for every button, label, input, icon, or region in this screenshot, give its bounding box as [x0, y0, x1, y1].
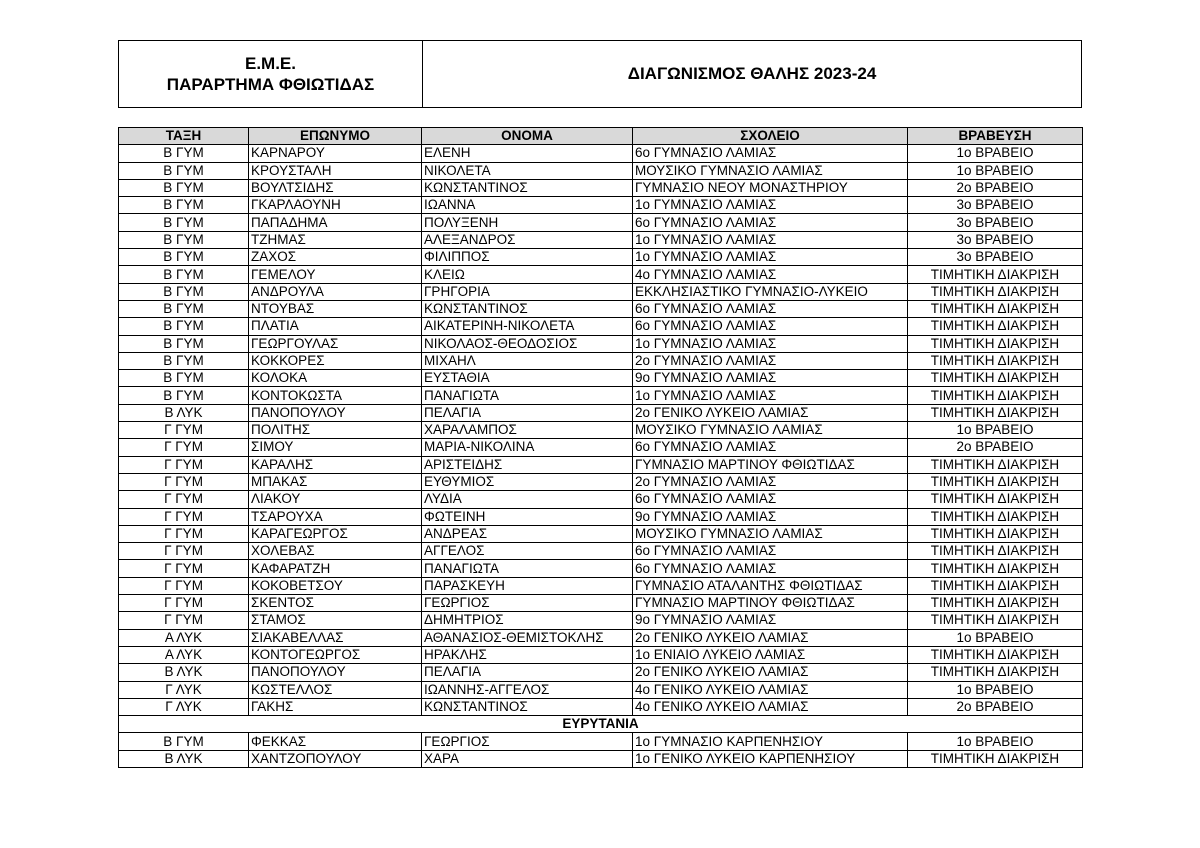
class-cell: Β ΓΥΜ	[119, 335, 249, 352]
name-cell: ΕΥΣΤΑΘΙΑ	[422, 370, 633, 387]
table-row	[119, 145, 1083, 162]
surname-cell: ΓΑΚΗΣ	[249, 698, 422, 715]
surname-cell: ΧΑΝΤΖΟΠΟΥΛΟΥ	[249, 750, 422, 767]
class-cell: Γ ΓΥΜ	[119, 560, 249, 577]
school-cell: ΕΚΚΛΗΣΙΑΣΤΙΚΟ ΓΥΜΝΑΣΙΟ-ΛΥΚΕΙΟ	[633, 283, 908, 300]
class-cell: Γ ΛΥΚ	[119, 681, 249, 698]
school-cell: 6ο ΓΥΜΝΑΣΙΟ ΛΑΜΙΑΣ	[633, 318, 908, 335]
surname-cell: ΛΙΑΚΟΥ	[249, 491, 422, 508]
name-cell: ΦΩΤΕΙΝΗ	[422, 508, 633, 525]
school-cell: ΜΟΥΣΙΚΟ ΓΥΜΝΑΣΙΟ ΛΑΜΙΑΣ	[633, 422, 908, 439]
surname-cell: ΚΑΡΑΓΕΩΡΓΟΣ	[249, 525, 422, 542]
table-row	[119, 681, 1083, 698]
name-cell: ΠΑΝΑΓΙΩΤΑ	[422, 387, 633, 404]
class-cell: Β ΓΥΜ	[119, 162, 249, 179]
table-row	[119, 197, 1083, 214]
name-cell: ΚΩΝΣΤΑΝΤΙΝΟΣ	[422, 698, 633, 715]
name-cell: ΙΩΑΝΝΑ	[422, 197, 633, 214]
column-header-school: ΣΧΟΛΕΙΟ	[633, 128, 908, 145]
award-cell: ΤΙΜΗΤΙΚΗ ΔΙΑΚΡΙΣΗ	[908, 525, 1083, 542]
award-cell: ΤΙΜΗΤΙΚΗ ΔΙΑΚΡΙΣΗ	[908, 456, 1083, 473]
school-cell: 2ο ΓΕΝΙΚΟ ΛΥΚΕΙΟ ΛΑΜΙΑΣ	[633, 664, 908, 681]
award-cell: 2ο ΒΡΑΒΕΙΟ	[908, 179, 1083, 196]
name-cell: ΔΗΜΗΤΡΙΟΣ	[422, 612, 633, 629]
school-cell: 1ο ΓΥΜΝΑΣΙΟ ΛΑΜΙΑΣ	[633, 197, 908, 214]
class-cell: Γ ΛΥΚ	[119, 698, 249, 715]
table-row	[119, 318, 1083, 335]
table-row	[119, 698, 1083, 715]
class-cell: Γ ΓΥΜ	[119, 543, 249, 560]
name-cell: ΧΑΡΑΛΑΜΠΟΣ	[422, 422, 633, 439]
award-cell: 1ο ΒΡΑΒΕΙΟ	[908, 145, 1083, 162]
name-cell: ΚΩΝΣΤΑΝΤΙΝΟΣ	[422, 179, 633, 196]
surname-cell: ΠΑΝΟΠΟΥΛΟΥ	[249, 404, 422, 421]
award-cell: ΤΙΜΗΤΙΚΗ ΔΙΑΚΡΙΣΗ	[908, 387, 1083, 404]
school-cell: ΓΥΜΝΑΣΙΟ ΜΑΡΤΙΝΟΥ ΦΘΙΩΤΙΔΑΣ	[633, 595, 908, 612]
surname-cell: ΣΚΕΝΤΟΣ	[249, 595, 422, 612]
school-cell: ΜΟΥΣΙΚΟ ΓΥΜΝΑΣΙΟ ΛΑΜΙΑΣ	[633, 525, 908, 542]
award-cell: 2ο ΒΡΑΒΕΙΟ	[908, 698, 1083, 715]
surname-cell: ΓΕΩΡΓΟΥΛΑΣ	[249, 335, 422, 352]
table-row	[119, 214, 1083, 231]
document-title: ΔΙΑΓΩΝΙΣΜΟΣ ΘΑΛΗΣ 2023-24	[627, 64, 877, 83]
table-row	[119, 664, 1083, 681]
award-cell: ΤΙΜΗΤΙΚΗ ΔΙΑΚΡΙΣΗ	[908, 612, 1083, 629]
name-cell: ΓΕΩΡΓΙΟΣ	[422, 733, 633, 750]
name-cell: ΦΙΛΙΠΠΟΣ	[422, 249, 633, 266]
school-cell: ΓΥΜΝΑΣΙΟ ΝΕΟΥ ΜΟΝΑΣΤΗΡΙΟΥ	[633, 179, 908, 196]
school-cell: 1ο ΓΥΜΝΑΣΙΟ ΛΑΜΙΑΣ	[633, 387, 908, 404]
school-cell: 4ο ΓΥΜΝΑΣΙΟ ΛΑΜΙΑΣ	[633, 266, 908, 283]
class-cell: Β ΓΥΜ	[119, 733, 249, 750]
surname-cell: ΠΟΛΙΤΗΣ	[249, 422, 422, 439]
table-row	[119, 387, 1083, 404]
surname-cell: ΣΙΑΚΑΒΕΛΛΑΣ	[249, 629, 422, 646]
school-cell: 6ο ΓΥΜΝΑΣΙΟ ΛΑΜΙΑΣ	[633, 560, 908, 577]
table-row	[119, 335, 1083, 352]
surname-cell: ΠΑΝΟΠΟΥΛΟΥ	[249, 664, 422, 681]
school-cell: 4ο ΓΕΝΙΚΟ ΛΥΚΕΙΟ ΛΑΜΙΑΣ	[633, 698, 908, 715]
column-header-surname: ΕΠΩΝΥΜΟ	[249, 128, 422, 145]
name-cell: ΠΑΡΑΣΚΕΥΗ	[422, 577, 633, 594]
table-row	[119, 525, 1083, 542]
award-cell: 3ο ΒΡΑΒΕΙΟ	[908, 249, 1083, 266]
class-cell: Β ΓΥΜ	[119, 214, 249, 231]
table-row	[119, 491, 1083, 508]
award-cell: 3ο ΒΡΑΒΕΙΟ	[908, 231, 1083, 248]
class-cell: Β ΓΥΜ	[119, 266, 249, 283]
award-cell: 2ο ΒΡΑΒΕΙΟ	[908, 439, 1083, 456]
surname-cell: ΠΑΠΑΔΗΜΑ	[249, 214, 422, 231]
award-cell: ΤΙΜΗΤΙΚΗ ΔΙΑΚΡΙΣΗ	[908, 318, 1083, 335]
award-cell: ΤΙΜΗΤΙΚΗ ΔΙΑΚΡΙΣΗ	[908, 543, 1083, 560]
award-cell: ΤΙΜΗΤΙΚΗ ΔΙΑΚΡΙΣΗ	[908, 404, 1083, 421]
surname-cell: ΜΠΑΚΑΣ	[249, 473, 422, 490]
class-cell: Β ΓΥΜ	[119, 231, 249, 248]
award-cell: ΤΙΜΗΤΙΚΗ ΔΙΑΚΡΙΣΗ	[908, 560, 1083, 577]
name-cell: ΠΟΛΥΞΕΝΗ	[422, 214, 633, 231]
class-cell: Β ΓΥΜ	[119, 318, 249, 335]
school-cell: ΓΥΜΝΑΣΙΟ ΑΤΑΛΑΝΤΗΣ ΦΘΙΩΤΙΔΑΣ	[633, 577, 908, 594]
table-row	[119, 629, 1083, 646]
name-cell: ΜΙΧΑΗΛ	[422, 352, 633, 369]
table-row	[119, 422, 1083, 439]
surname-cell: ΑΝΔΡΟΥΛΑ	[249, 283, 422, 300]
surname-cell: ΚΟΚΟΒΕΤΣΟΥ	[249, 577, 422, 594]
school-cell: 9ο ΓΥΜΝΑΣΙΟ ΛΑΜΙΑΣ	[633, 508, 908, 525]
surname-cell: ΤΖΗΜΑΣ	[249, 231, 422, 248]
name-cell: ΠΕΛΑΓΙΑ	[422, 664, 633, 681]
org-name: Ε.Μ.Ε.	[244, 54, 296, 73]
class-cell: Β ΛΥΚ	[119, 664, 249, 681]
surname-cell: ΓΕΜΕΛΟΥ	[249, 266, 422, 283]
table-row	[119, 456, 1083, 473]
surname-cell: ΖΑΧΟΣ	[249, 249, 422, 266]
organization-block	[119, 41, 423, 107]
table-row	[119, 733, 1083, 750]
surname-cell: ΚΟΝΤΟΓΕΩΡΓΟΣ	[249, 646, 422, 663]
school-cell: 2ο ΓΕΝΙΚΟ ΛΥΚΕΙΟ ΛΑΜΙΑΣ	[633, 629, 908, 646]
award-cell: ΤΙΜΗΤΙΚΗ ΔΙΑΚΡΙΣΗ	[908, 352, 1083, 369]
name-cell: ΠΕΛΑΓΙΑ	[422, 404, 633, 421]
school-cell: 9ο ΓΥΜΝΑΣΙΟ ΛΑΜΙΑΣ	[633, 370, 908, 387]
name-cell: ΙΩΑΝΝΗΣ-ΑΓΓΕΛΟΣ	[422, 681, 633, 698]
table-row	[119, 352, 1083, 369]
surname-cell: ΚΟΛΟΚΑ	[249, 370, 422, 387]
document-header	[118, 40, 1082, 108]
award-cell: ΤΙΜΗΤΙΚΗ ΔΙΑΚΡΙΣΗ	[908, 283, 1083, 300]
table-row	[119, 473, 1083, 490]
class-cell: Γ ΓΥΜ	[119, 612, 249, 629]
name-cell: ΓΡΗΓΟΡΙΑ	[422, 283, 633, 300]
school-cell: 1ο ΓΥΜΝΑΣΙΟ ΛΑΜΙΑΣ	[633, 231, 908, 248]
surname-cell: ΝΤΟΥΒΑΣ	[249, 300, 422, 317]
table-row	[119, 577, 1083, 594]
table-row	[119, 266, 1083, 283]
name-cell: ΜΑΡΙΑ-ΝΙΚΟΛΙΝΑ	[422, 439, 633, 456]
class-cell: Γ ΓΥΜ	[119, 577, 249, 594]
class-cell: Γ ΓΥΜ	[119, 439, 249, 456]
class-cell: Γ ΓΥΜ	[119, 422, 249, 439]
class-cell: Β ΓΥΜ	[119, 300, 249, 317]
table-row	[119, 249, 1083, 266]
school-cell: 6ο ΓΥΜΝΑΣΙΟ ΛΑΜΙΑΣ	[633, 300, 908, 317]
award-cell: ΤΙΜΗΤΙΚΗ ΔΙΑΚΡΙΣΗ	[908, 750, 1083, 767]
class-cell: Α ΛΥΚ	[119, 646, 249, 663]
school-cell: 1ο ΕΝΙΑΙΟ ΛΥΚΕΙΟ ΛΑΜΙΑΣ	[633, 646, 908, 663]
surname-cell: ΚΑΡΑΛΗΣ	[249, 456, 422, 473]
class-cell: Β ΓΥΜ	[119, 179, 249, 196]
surname-cell: ΚΩΣΤΕΛΛΟΣ	[249, 681, 422, 698]
school-cell: 1ο ΓΥΜΝΑΣΙΟ ΛΑΜΙΑΣ	[633, 249, 908, 266]
table-row	[119, 231, 1083, 248]
surname-cell: ΦΕΚΚΑΣ	[249, 733, 422, 750]
school-cell: 6ο ΓΥΜΝΑΣΙΟ ΛΑΜΙΑΣ	[633, 543, 908, 560]
class-cell: Β ΓΥΜ	[119, 387, 249, 404]
surname-cell: ΚΟΝΤΟΚΩΣΤΑ	[249, 387, 422, 404]
award-cell: ΤΙΜΗΤΙΚΗ ΔΙΑΚΡΙΣΗ	[908, 473, 1083, 490]
table-row	[119, 595, 1083, 612]
name-cell: ΚΛΕΙΩ	[422, 266, 633, 283]
table-row	[119, 370, 1083, 387]
class-cell: Β ΛΥΚ	[119, 750, 249, 767]
table-row	[119, 439, 1083, 456]
award-cell: ΤΙΜΗΤΙΚΗ ΔΙΑΚΡΙΣΗ	[908, 335, 1083, 352]
class-cell: Γ ΓΥΜ	[119, 525, 249, 542]
award-cell: ΤΙΜΗΤΙΚΗ ΔΙΑΚΡΙΣΗ	[908, 595, 1083, 612]
school-cell: 9ο ΓΥΜΝΑΣΙΟ ΛΑΜΙΑΣ	[633, 612, 908, 629]
award-cell: 1ο ΒΡΑΒΕΙΟ	[908, 422, 1083, 439]
surname-cell: ΓΚΑΡΛΑΟΥΝΗ	[249, 197, 422, 214]
award-cell: ΤΙΜΗΤΙΚΗ ΔΙΑΚΡΙΣΗ	[908, 664, 1083, 681]
column-header-class: ΤΑΞΗ	[119, 128, 249, 145]
surname-cell: ΚΡΟΥΣΤΑΛΗ	[249, 162, 422, 179]
school-cell: 6ο ΓΥΜΝΑΣΙΟ ΛΑΜΙΑΣ	[633, 439, 908, 456]
class-cell: Β ΛΥΚ	[119, 404, 249, 421]
name-cell: ΓΕΩΡΓΙΟΣ	[422, 595, 633, 612]
school-cell: ΓΥΜΝΑΣΙΟ ΜΑΡΤΙΝΟΥ ΦΘΙΩΤΙΔΑΣ	[633, 456, 908, 473]
table-row	[119, 283, 1083, 300]
class-cell: Γ ΓΥΜ	[119, 491, 249, 508]
school-cell: 6ο ΓΥΜΝΑΣΙΟ ΛΑΜΙΑΣ	[633, 145, 908, 162]
school-cell: 2ο ΓΥΜΝΑΣΙΟ ΛΑΜΙΑΣ	[633, 473, 908, 490]
award-cell: ΤΙΜΗΤΙΚΗ ΔΙΑΚΡΙΣΗ	[908, 300, 1083, 317]
award-cell: ΤΙΜΗΤΙΚΗ ΔΙΑΚΡΙΣΗ	[908, 491, 1083, 508]
school-cell: 1ο ΓΕΝΙΚΟ ΛΥΚΕΙΟ ΚΑΡΠΕΝΗΣΙΟΥ	[633, 750, 908, 767]
award-cell: 1ο ΒΡΑΒΕΙΟ	[908, 681, 1083, 698]
name-cell: ΑΘΑΝΑΣΙΟΣ-ΘΕΜΙΣΤΟΚΛΗΣ	[422, 629, 633, 646]
section-row	[119, 716, 1083, 733]
org-branch: ΠΑΡΑΡΤΗΜΑ ΦΘΙΩΤΙΔΑΣ	[166, 75, 375, 94]
school-cell: 6ο ΓΥΜΝΑΣΙΟ ΛΑΜΙΑΣ	[633, 214, 908, 231]
award-cell: ΤΙΜΗΤΙΚΗ ΔΙΑΚΡΙΣΗ	[908, 370, 1083, 387]
surname-cell: ΤΣΑΡΟΥΧΑ	[249, 508, 422, 525]
class-cell: Β ΓΥΜ	[119, 352, 249, 369]
table-row	[119, 560, 1083, 577]
class-cell: Γ ΓΥΜ	[119, 595, 249, 612]
surname-cell: ΚΑΡΝΑΡΟΥ	[249, 145, 422, 162]
school-cell: 4ο ΓΕΝΙΚΟ ΛΥΚΕΙΟ ΛΑΜΙΑΣ	[633, 681, 908, 698]
award-cell: ΤΙΜΗΤΙΚΗ ΔΙΑΚΡΙΣΗ	[908, 577, 1083, 594]
surname-cell: ΚΟΚΚΟΡΕΣ	[249, 352, 422, 369]
column-header-name: ΟΝΟΜΑ	[422, 128, 633, 145]
surname-cell: ΚΑΦΑΡΑΤΖΗ	[249, 560, 422, 577]
award-cell: ΤΙΜΗΤΙΚΗ ΔΙΑΚΡΙΣΗ	[908, 508, 1083, 525]
class-cell: Γ ΓΥΜ	[119, 508, 249, 525]
name-cell: ΗΡΑΚΛΗΣ	[422, 646, 633, 663]
name-cell: ΛΥΔΙΑ	[422, 491, 633, 508]
surname-cell: ΣΤΑΜΟΣ	[249, 612, 422, 629]
table-row	[119, 300, 1083, 317]
class-cell: Α ΛΥΚ	[119, 629, 249, 646]
name-cell: ΧΑΡΑ	[422, 750, 633, 767]
class-cell: Β ΓΥΜ	[119, 145, 249, 162]
school-cell: 2ο ΓΥΜΝΑΣΙΟ ΛΑΜΙΑΣ	[633, 352, 908, 369]
school-cell: 2ο ΓΕΝΙΚΟ ΛΥΚΕΙΟ ΛΑΜΙΑΣ	[633, 404, 908, 421]
table-header-row	[119, 128, 1083, 145]
award-cell: 1ο ΒΡΑΒΕΙΟ	[908, 629, 1083, 646]
class-cell: Β ΓΥΜ	[119, 283, 249, 300]
award-cell: 1ο ΒΡΑΒΕΙΟ	[908, 733, 1083, 750]
class-cell: Β ΓΥΜ	[119, 249, 249, 266]
surname-cell: ΠΛΑΤΙΑ	[249, 318, 422, 335]
school-cell: 1ο ΓΥΜΝΑΣΙΟ ΛΑΜΙΑΣ	[633, 335, 908, 352]
class-cell: Γ ΓΥΜ	[119, 456, 249, 473]
name-cell: ΠΑΝΑΓΙΩΤΑ	[422, 560, 633, 577]
surname-cell: ΒΟΥΛΤΣΙΔΗΣ	[249, 179, 422, 196]
award-cell: 3ο ΒΡΑΒΕΙΟ	[908, 197, 1083, 214]
surname-cell: ΧΟΛΕΒΑΣ	[249, 543, 422, 560]
column-header-award: ΒΡΑΒΕΥΣΗ	[908, 128, 1083, 145]
school-cell: 1ο ΓΥΜΝΑΣΙΟ ΚΑΡΠΕΝΗΣΙΟΥ	[633, 733, 908, 750]
table-row	[119, 508, 1083, 525]
class-cell: Β ΓΥΜ	[119, 197, 249, 214]
name-cell: ΑΡΙΣΤΕΙΔΗΣ	[422, 456, 633, 473]
name-cell: ΝΙΚΟΛΑΟΣ-ΘΕΟΔΟΣΙΟΣ	[422, 335, 633, 352]
school-cell: 6ο ΓΥΜΝΑΣΙΟ ΛΑΜΙΑΣ	[633, 491, 908, 508]
name-cell: ΕΛΕΝΗ	[422, 145, 633, 162]
name-cell: ΚΩΝΣΤΑΝΤΙΝΟΣ	[422, 300, 633, 317]
results-table	[118, 127, 1083, 768]
name-cell: ΕΥΘΥΜΙΟΣ	[422, 473, 633, 490]
table-row	[119, 750, 1083, 767]
name-cell: ΑΛΕΞΑΝΔΡΟΣ	[422, 231, 633, 248]
award-cell: 3ο ΒΡΑΒΕΙΟ	[908, 214, 1083, 231]
table-row	[119, 646, 1083, 663]
award-cell: ΤΙΜΗΤΙΚΗ ΔΙΑΚΡΙΣΗ	[908, 266, 1083, 283]
table-row	[119, 543, 1083, 560]
class-cell: Β ΓΥΜ	[119, 370, 249, 387]
table-row	[119, 162, 1083, 179]
school-cell: ΜΟΥΣΙΚΟ ΓΥΜΝΑΣΙΟ ΛΑΜΙΑΣ	[633, 162, 908, 179]
table-row	[119, 612, 1083, 629]
table-row	[119, 404, 1083, 421]
name-cell: ΝΙΚΟΛΕΤΑ	[422, 162, 633, 179]
award-cell: ΤΙΜΗΤΙΚΗ ΔΙΑΚΡΙΣΗ	[908, 646, 1083, 663]
name-cell: ΑΓΓΕΛΟΣ	[422, 543, 633, 560]
table-row	[119, 179, 1083, 196]
name-cell: ΑΝΔΡΕΑΣ	[422, 525, 633, 542]
name-cell: ΑΙΚΑΤΕΡΙΝΗ-ΝΙΚΟΛΕΤΑ	[422, 318, 633, 335]
table-body	[119, 145, 1083, 768]
surname-cell: ΣΙΜΟΥ	[249, 439, 422, 456]
section-title: ΕΥΡΥΤΑΝΙΑ	[119, 716, 1083, 733]
award-cell: 1ο ΒΡΑΒΕΙΟ	[908, 162, 1083, 179]
class-cell: Γ ΓΥΜ	[119, 473, 249, 490]
